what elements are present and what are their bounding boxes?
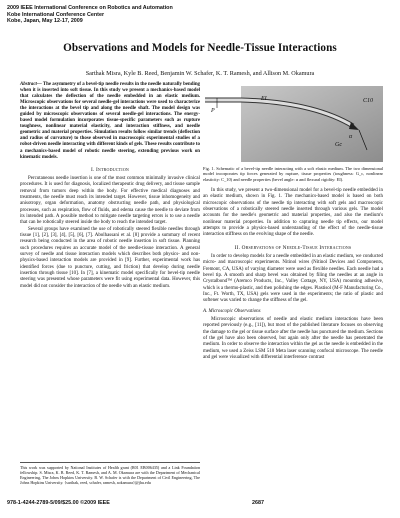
intro-paragraph-2: Several groups have examined the use of robotically steered flexible needles through tissue [1], [2], [3], [4], [5], [6], [7]. Abolhassani et al. [8] provide a summary of recent research being conducted in the area of robotic needle insertion in soft tissue. Planning such procedures requires an accurate model of the needle-tissue interaction. A general survey of needle and tissue interaction models which describes both physics- and non-physics-based interaction models are provided in [9]. Further, experimental work has identified forces (due to puncture, cutting, and friction) that develop during needle insertion through tissue [10]. In [7], a kinematic model specifically for bevel-tip needle steering was presented whose parameters were fit using experimental data. However, this model did not consider the interaction of the needle with an elastic medium. [20,226,200,289]
abstract-text: — The asymmetry of a bevel-tip needle results in the needle naturally bending when it is inserted into soft tissue. In this study we present a mechanics-based model that calculates the deflection of the needle embedded in an elastic medium. Microscopic observations for several needle-gel interactions were used to characterize the interactions at the bevel tip and along the needle shaft. The model design was guided by microscopic observations of several needle-gel interactions. The energy-based model formulation incorporates tissue-specific parameters such as rupture toughness, nonlinear material elasticity, and interaction stiffness, and needle geometric and material properties. Simulation results follow similar trends (deflection and radius of curvature) to those observed in macroscopic experimental studies of a robot-driven needle interacting with different kinds of gels. These results contribute to a mechanics-based model of robotic needle steering, extending previous work on kinematic models. [20,82,200,160]
needle-schematic [203,84,383,164]
abstract [20,82,200,161]
left-column [20,82,200,290]
microscopic-paragraph: Microscopic observations of needle and elastic medium interactions have been reported previously (e.g., [11]), but most of the published literature focuses on observing the damage to the gel or tissue surface after the needle has punctured the medium. Sections of the gel have also been observed, but again only after the needle has penetrated the medium. In order to observe the interaction within the gel as the needle is embedded in the medium, we used a Zeiss LSM 510 Meta laser scanning confocal microscope. The needle and gel were visualized with differential interference contrast [203,317,383,361]
section-heading-introduction: I. Introduction [90,166,130,173]
right-column [203,84,383,361]
conference-date: Kobe, Japan, May 12-17, 2009 [7,18,83,25]
footnote: This work was supported by National Institutes of Health grant (R01 EB006435) and a Link Foundation fellowship. S. Misra, K. B. Reed, K. T. Ramesh, and A. M. Okamura are with the Department of Mechanical Engineering, The Johns Hopkins University. B. W. Schafer is with the Department of Civil Engineering, The Johns Hopkins University. {sarthak, reed, schafer, ramesh, aokamura}@jhu.edu [20,462,200,485]
conference-venue: Kobe International Conference Center [7,11,105,18]
abstract-label: Abstract [20,82,37,87]
observations-paragraph-1: In order to develop models for a needle embedded in an elastic medium, we conducted micro- and macroscopic experiments. Nitinol wires (Nitinol Devices and Components, Fremont, CA, USA) of varying diameter were used as flexible needles. Each needle had a bevel tip. A smooth and sharp bevel was obtained by filing the needles at an angle in Crystalbond™ (Aremco Products, Inc., Valley Cottage, NY, USA) mounting adhesive, which is a thermo-plastic, and then polishing the edges. Plastisol (M-F Manufacturing Co., Inc., Ft. Worth, TX, USA) gels were used in the experiments; the ratio of plastic and softener was varied to change the stiffness of the gel. [203,253,383,304]
figure-1 [203,84,383,164]
page-number: 2687 [252,500,264,506]
figure-caption: Fig. 1. Schematic of a bevel-tip needle interacting with a soft elastic medium. The two dimensional model incorporates tip forces generated by rupture, tissue properties (toughness: G_c, nonlinear elasticity: C_10) and needle properties (bevel angle: α and flexural rigidity: EI). [203,166,383,182]
label-elasticity: C10 [363,98,374,104]
subsection-heading-microscopic: A. Microscopic Observations [203,308,261,314]
label-flexural-rigidity: EI [261,96,267,102]
right-paragraph-1: In this study, we present a two-dimensional model for a bevel-tip needle embedded in an elastic medium, shown in Fig. 1. The mechanics-based model is based on both microscopic observations of the needle tip interacting with soft gels and macroscopic observations of a robotically steered needle inserted through various gels. The model accounts for the needle's geometric and material properties, and also the medium's nonlinear material properties. In addition to capturing needle tip effects, our model attempts to provide a physics-based understanding of the effect of the needle-tissue interaction stiffness on the evolving shape of the needle. [203,187,383,238]
label-bevel-angle: α [349,134,353,140]
label-insertion-point: P [211,108,215,114]
section-heading-observations: II. Observations of Needle-Tissue Interactions [234,244,352,251]
conference-name: 2009 IEEE International Conference on Robotics and Automation [7,5,173,11]
intro-paragraph-1: Percutaneous needle insertion is one of the most common minimally invasive clinical procedures. It is used for diagnosis, localized therapeutic drug delivery, and tissue sample removal from tumors deep within the body. For effective medical diagnoses and treatments, the needle must reach its intended target. However, tissue inhomogeneity and anisotropy, organ deformation, anatomy obstructing needle path, and physiological processes, such as respiration, flow of fluids, and edema cause the needle to deviate from its intended path. A possible method to mitigate needle targeting errors is to use a needle that can be robotically steered inside the body to reach the intended target. [20,175,200,226]
label-toughness: Gc [335,142,342,148]
isbn: 978-1-4244-2789-5/09/$25.00 ©2009 IEEE [7,500,110,506]
paper-title: Observations and Models for Needle-Tissue Interactions [63,42,337,54]
paper-authors: Sarthak Misra, Kyle B. Reed, Benjamin W. Schafer, K. T. Ramesh, and Allison M. Okamura [85,70,315,77]
conference-header [7,5,173,25]
